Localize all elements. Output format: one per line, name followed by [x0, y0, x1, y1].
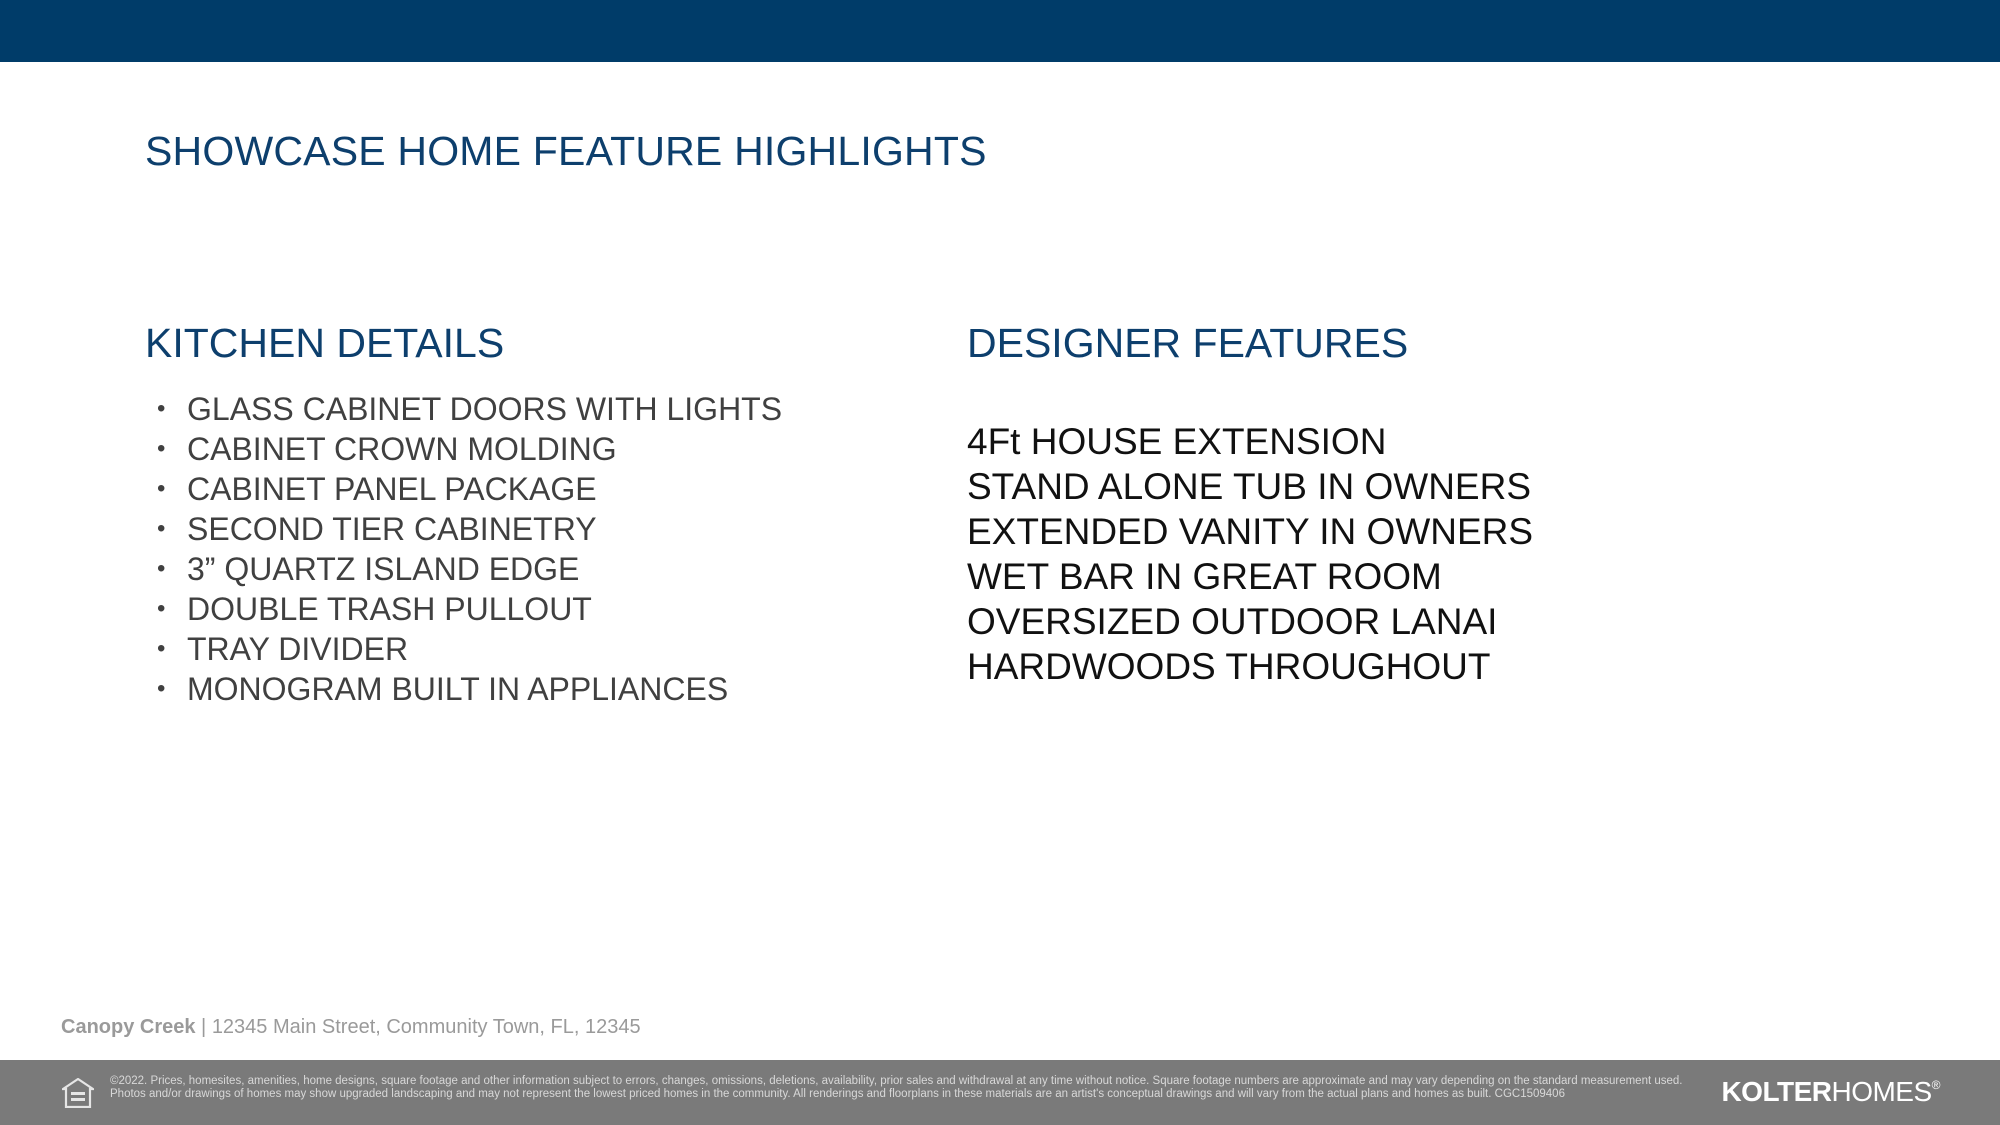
list-item [157, 509, 782, 549]
list-item [157, 429, 782, 469]
legal-disclaimer: ©2022. Prices, homesites, amenities, home designs, square footage and other information subject to errors, changes, omissions, deletions, availability, prior sales and withdrawal at any time without notice. Square footage numbers are approximate and may vary depending on the standard measurement used. Photos and/or drawings of homes may show upgraded landscaping and may not represent the lowest priced homes in the community. All renderings and floorplans in these materials are an artist's conceptual drawings and will vary from the actual plans and homes as built. CGC1509406 [110, 1075, 1683, 1100]
list-item-label: CABINET CROWN MOLDING [187, 431, 617, 467]
community-address [61, 1016, 641, 1039]
list-item-label: SECOND TIER CABINETRY [187, 511, 597, 547]
list-item-label: TRAY DIVIDER [187, 631, 409, 667]
logo-light-text: HOMES [1831, 1076, 1932, 1107]
bullet-icon: • [157, 515, 166, 542]
list-item-label: MONOGRAM BUILT IN APPLIANCES [187, 671, 729, 707]
designer-features-heading: DESIGNER FEATURES [967, 320, 1409, 366]
bullet-icon: • [157, 555, 166, 582]
list-item: WET BAR IN GREAT ROOM [967, 556, 1442, 597]
address-separator: | [195, 1016, 212, 1038]
community-name: Canopy Creek [61, 1016, 196, 1038]
bullet-icon: • [157, 435, 166, 462]
logo-bold-text: KOLTER [1721, 1076, 1832, 1107]
registered-mark: ® [1931, 1078, 1940, 1092]
bullet-icon: • [157, 635, 166, 662]
designer-features-list [967, 419, 1533, 689]
list-item-label: GLASS CABINET DOORS WITH LIGHTS [187, 391, 783, 427]
list-item [157, 589, 782, 629]
bullet-icon: • [157, 395, 166, 422]
kitchen-details-heading: KITCHEN DETAILS [145, 320, 505, 366]
list-item: OVERSIZED OUTDOOR LANAI [967, 601, 1498, 642]
equal-housing-icon [62, 1078, 94, 1108]
list-item [157, 469, 782, 509]
list-item-label: 3” QUARTZ ISLAND EDGE [187, 551, 580, 587]
list-item [157, 669, 782, 709]
bullet-icon: • [157, 475, 166, 502]
list-item [157, 549, 782, 589]
list-item: STAND ALONE TUB IN OWNERS [967, 466, 1531, 507]
list-item: HARDWOODS THROUGHOUT [967, 646, 1491, 687]
list-item: 4Ft HOUSE EXTENSION [967, 421, 1387, 462]
page-title: SHOWCASE HOME FEATURE HIGHLIGHTS [145, 128, 987, 174]
bullet-icon: • [157, 595, 166, 622]
list-item [157, 389, 782, 429]
list-item-label: DOUBLE TRASH PULLOUT [187, 591, 592, 627]
footer-bar [0, 1060, 2000, 1125]
street-address: 12345 Main Street, Community Town, FL, 12345 [211, 1016, 641, 1038]
list-item-label: CABINET PANEL PACKAGE [187, 471, 597, 507]
list-item: EXTENDED VANITY IN OWNERS [967, 511, 1534, 552]
kitchen-details-list [157, 389, 782, 709]
bullet-icon: • [157, 675, 166, 702]
top-banner [0, 0, 2000, 62]
kolter-homes-logo [1721, 1076, 1940, 1108]
list-item [157, 629, 782, 669]
